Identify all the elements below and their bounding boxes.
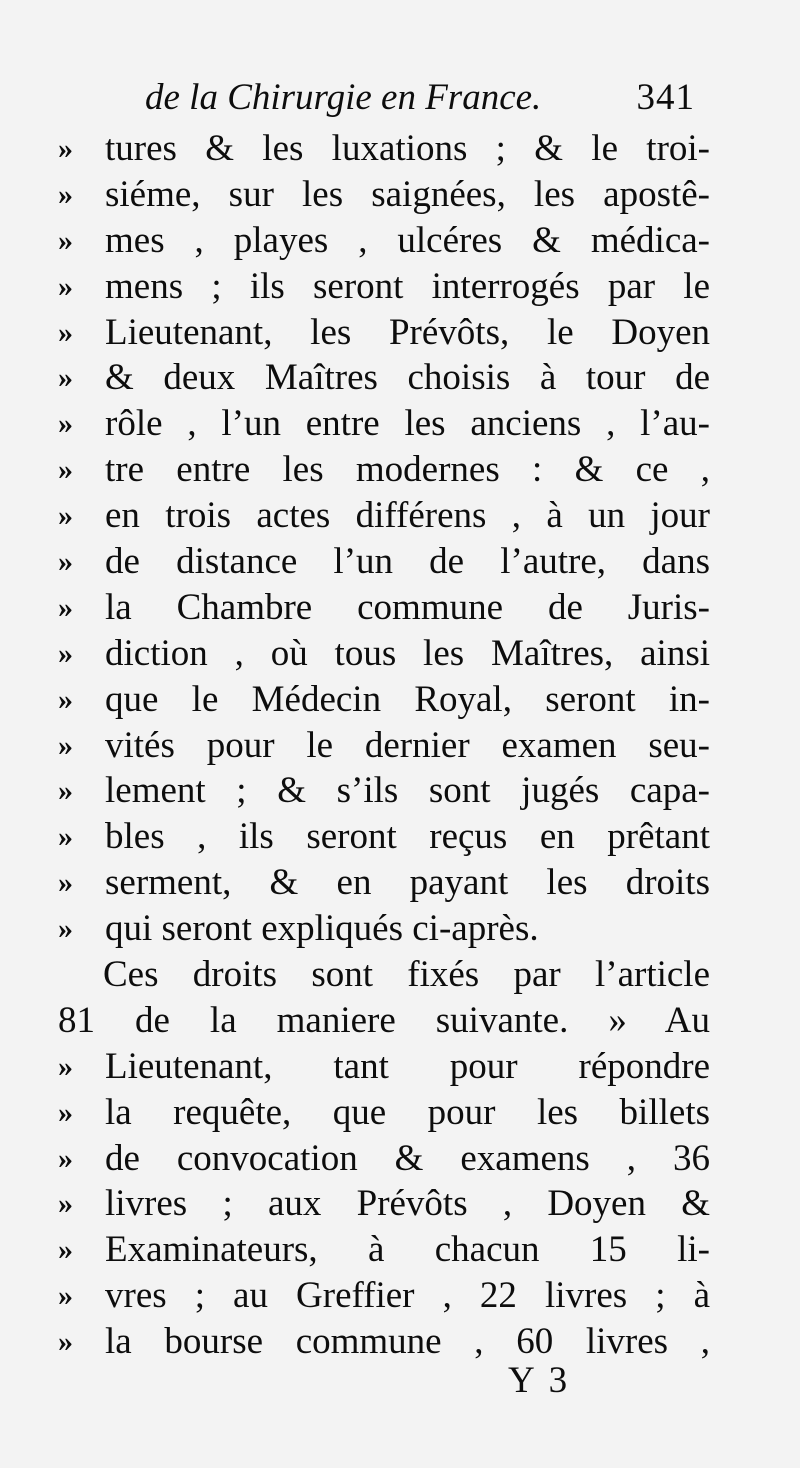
line-text: tures & les luxations ; & le troi-: [105, 128, 710, 169]
quotation-mark: »: [58, 728, 73, 762]
line-text: serment, & en payant les droits: [105, 862, 710, 904]
line-text: Lieutenant, tant pour répondre: [105, 1045, 710, 1087]
quotation-mark: »: [58, 866, 73, 900]
line-text: de convocation & examens , 36: [105, 1137, 710, 1179]
quotation-mark: »: [58, 1279, 73, 1313]
signature-mark: Y 3: [508, 1360, 571, 1401]
quotation-mark: »: [58, 223, 73, 257]
line-text: la requête, que pour les billets: [105, 1091, 710, 1133]
quotation-mark: »: [58, 269, 73, 303]
line-text: livres ; aux Prévôts , Doyen &: [105, 1183, 710, 1225]
line-text: Ces droits sont fixés par l’article: [103, 954, 710, 996]
page-number: 341: [636, 77, 695, 118]
text-line: [58, 264, 710, 310]
quotation-mark: »: [58, 1325, 73, 1359]
text-line: [58, 218, 710, 264]
line-text: Examinateurs, à chacun 15 li-: [105, 1229, 710, 1271]
text-line: [58, 355, 710, 401]
quotation-mark: »: [58, 636, 73, 670]
quotation-mark: »: [58, 361, 73, 395]
quotation-mark: »: [58, 453, 73, 487]
line-text: la bourse commune , 60 livres ,: [105, 1321, 710, 1363]
text-line: [58, 1227, 710, 1273]
quotation-mark: »: [58, 820, 73, 854]
quotation-mark: »: [58, 132, 73, 165]
quotation-mark: »: [58, 407, 73, 441]
text-line: [58, 172, 710, 218]
line-text: en trois actes différens , à un jour: [105, 495, 710, 537]
quotation-mark: »: [58, 499, 73, 533]
text-line: [58, 768, 710, 814]
line-text: siéme, sur les saignées, les apostê-: [105, 173, 710, 215]
running-head: de la Chirurgie en France.: [145, 77, 542, 118]
quotation-mark: »: [58, 682, 73, 716]
text-line: [58, 814, 710, 860]
text-line: [58, 401, 710, 447]
text-line: [58, 1273, 710, 1319]
quotation-mark: »: [58, 315, 73, 349]
quotation-mark: »: [58, 1141, 73, 1175]
quotation-mark: »: [58, 1049, 73, 1083]
line-text: mes , playes , ulcéres & médica-: [105, 219, 710, 261]
text-line: [58, 998, 710, 1044]
quotation-mark: »: [58, 912, 73, 946]
quotation-mark: »: [58, 590, 73, 624]
text-line: [58, 631, 710, 677]
line-text: de distance l’un de l’autre, dans: [105, 541, 710, 583]
quotation-mark: »: [58, 1095, 73, 1129]
line-text: tre entre les modernes : & ce ,: [105, 449, 710, 491]
line-text: qui seront expliqués ci-après.: [105, 908, 539, 950]
quotation-mark: »: [58, 545, 73, 579]
text-line: [58, 1090, 710, 1136]
line-text: rôle , l’un entre les anciens , l’au-: [105, 403, 710, 445]
text-line: [58, 1136, 710, 1182]
body-text: [58, 126, 710, 1365]
quotation-mark: »: [58, 177, 73, 211]
quotation-mark: »: [58, 1233, 73, 1267]
text-line: [58, 1044, 710, 1090]
quotation-mark: »: [58, 1187, 73, 1221]
page-header: [145, 72, 695, 124]
text-line: [58, 447, 710, 493]
line-text: que le Médecin Royal, seront in-: [105, 678, 710, 720]
line-text: vités pour le dernier examen seu-: [105, 724, 710, 766]
text-line: [58, 906, 710, 952]
text-line: [58, 539, 710, 585]
line-text: bles , ils seront reçus en prêtant: [105, 816, 710, 858]
text-line: [58, 126, 710, 172]
text-line: [58, 860, 710, 906]
paragraph-start-line: [58, 952, 710, 998]
text-line: [58, 1319, 710, 1365]
text-line: [58, 493, 710, 539]
line-text: diction , où tous les Maîtres, ainsi: [105, 632, 710, 674]
line-text: vres ; au Greffier , 22 livres ; à: [105, 1275, 710, 1317]
line-text: & deux Maîtres choisis à tour de: [105, 357, 710, 399]
line-text: Lieutenant, les Prévôts, le Doyen: [105, 311, 710, 353]
text-line: [58, 585, 710, 631]
line-text: lement ; & s’ils sont jugés capa-: [105, 770, 710, 812]
text-line: [58, 723, 710, 769]
quotation-mark: »: [58, 774, 73, 808]
text-line: [58, 677, 710, 723]
line-text: mens ; ils seront interrogés par le: [105, 265, 710, 307]
text-line: [58, 1181, 710, 1227]
text-line: [58, 310, 710, 356]
line-text: 81 de la maniere suivante. » Au: [58, 999, 710, 1041]
line-text: la Chambre commune de Juris-: [105, 586, 710, 628]
